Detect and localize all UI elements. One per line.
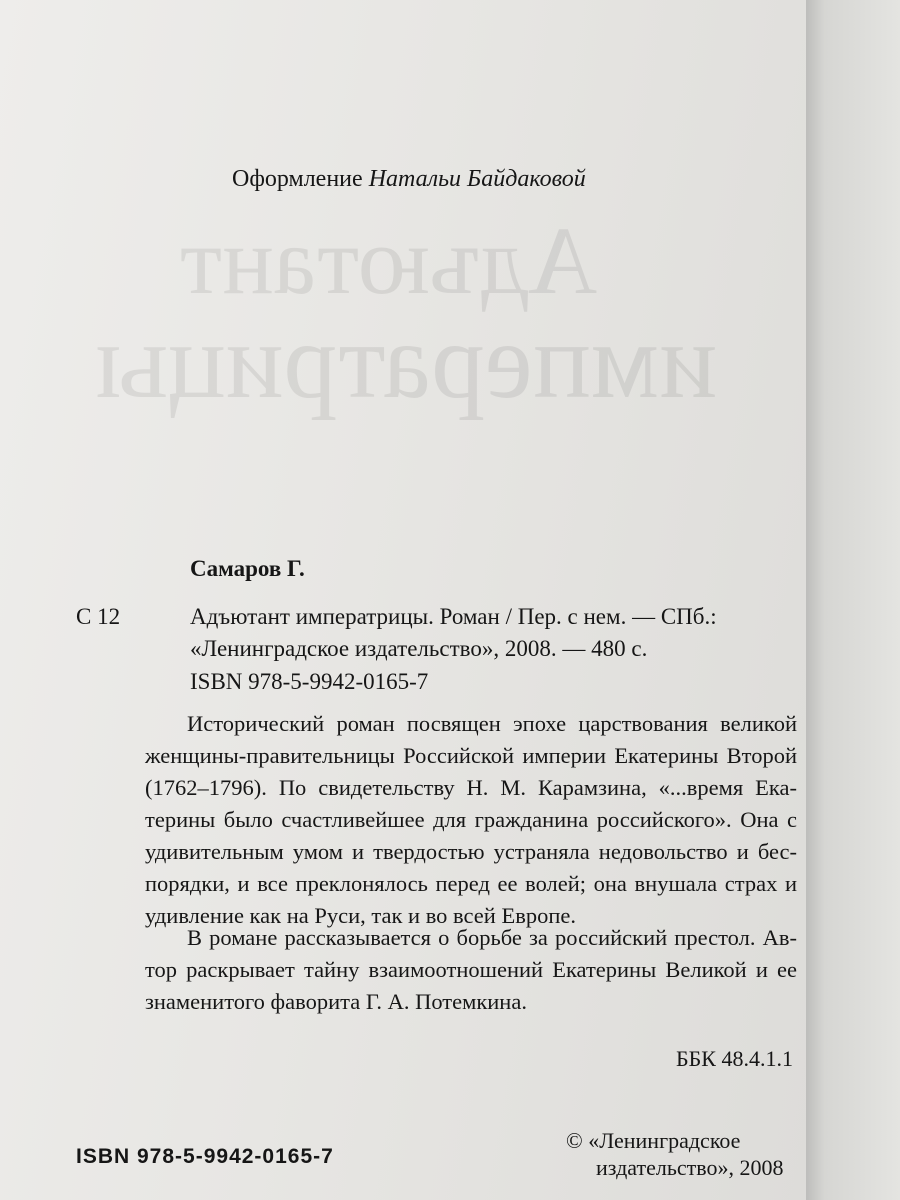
catalog-code: С 12 [76, 604, 121, 629]
annotation-paragraph-2 [145, 922, 797, 1018]
footer-isbn: ISBN 978-5-9942-0165-7 [76, 1145, 334, 1168]
next-page-edge [806, 0, 900, 1200]
catalog-reference-line-1: Адъютант императрицы. Роман / Пер. с нем. — СПб.: [190, 604, 717, 629]
copyright-line-2: издательство», 2008 [596, 1155, 784, 1180]
bbk-code: ББК 48.4.1.1 [676, 1046, 793, 1071]
catalog-isbn: ISBN 978-5-9942-0165-7 [190, 669, 429, 694]
annotation-line: удивительным умом и твердостью устраняла недовольство и бес- [145, 839, 797, 864]
annotation-paragraph-1 [145, 708, 797, 932]
annotation-line: В романе рассказывается о борьбе за российский престол. Ав- [187, 925, 797, 950]
annotation-line: тор раскрывает тайну взаимоотношений Екатерины Великой и ее [145, 957, 797, 982]
annotation-line: женщины-правительницы Российской империи Екатерины Второй [145, 743, 797, 768]
show-through-title-line2: императрицы [95, 302, 717, 421]
annotation-line: (1762–1796). По свидетельству Н. М. Карамзина, «...время Ека- [145, 775, 797, 800]
design-credit-name: Натальи Байдаковой [368, 166, 586, 192]
design-credit-label: Оформление [232, 166, 363, 192]
catalog-reference-line-2: «Ленинградское издательство», 2008. — 480 с. [190, 636, 648, 661]
design-credit [232, 164, 586, 194]
catalog-author: Самаров Г. [190, 556, 305, 581]
copyright-line-1: © «Ленинградское [566, 1128, 741, 1153]
show-through-title-line1: Адъютант [180, 207, 598, 314]
annotation-line: удивление как на Руси, так и во всей Европе. [145, 903, 576, 928]
annotation-line: Исторический роман посвящен эпохе царствования великой [187, 711, 797, 736]
annotation-line: терины было счастливейшее для гражданина российского». Она с [145, 807, 797, 832]
annotation-line: порядки, и все преклонялось перед ее волей; она внушала страх и [145, 871, 797, 896]
annotation-line: знаменитого фаворита Г. А. Потемкина. [145, 989, 527, 1014]
